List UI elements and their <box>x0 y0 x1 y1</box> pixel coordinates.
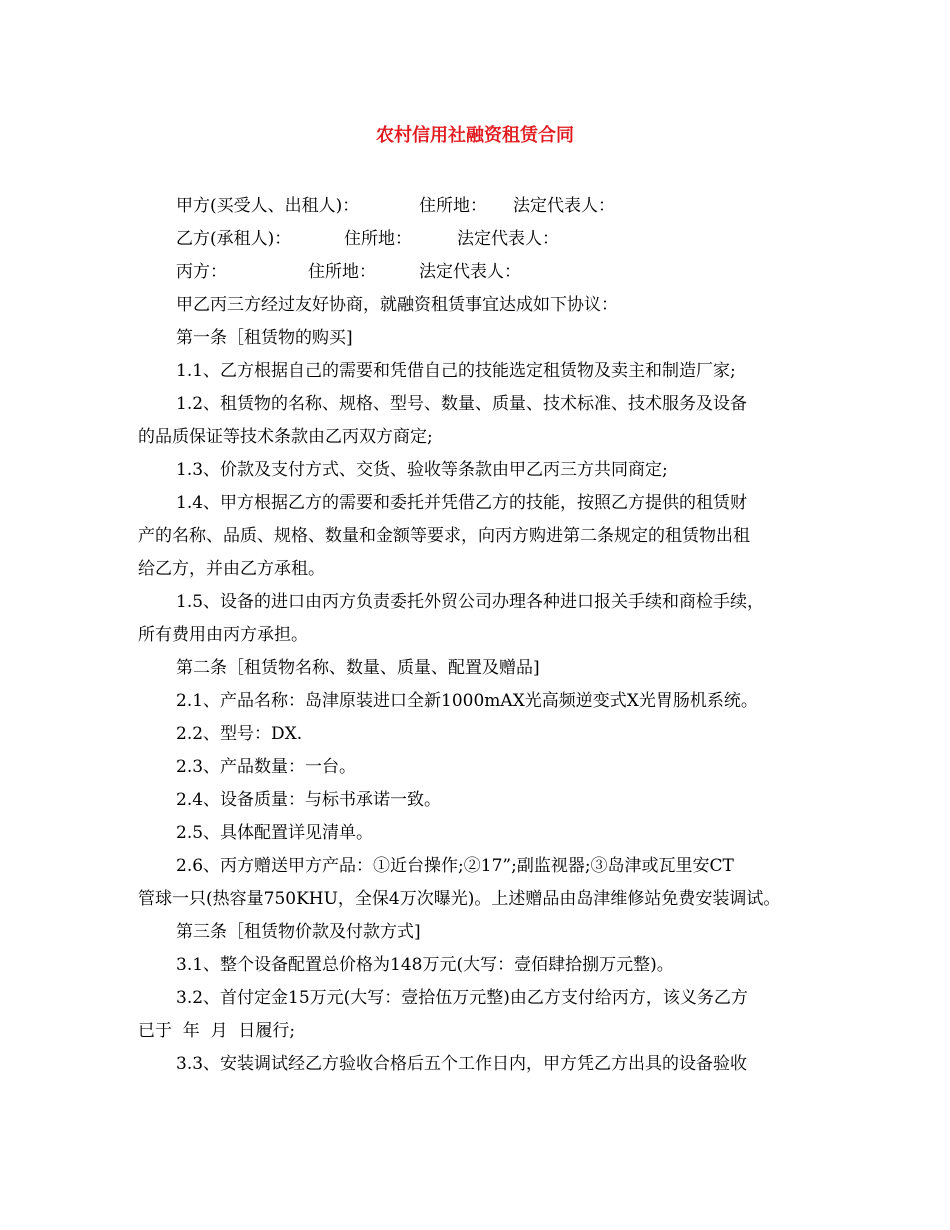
clause-line: 2.2、型号：DX. <box>176 724 303 744</box>
clause-continuation-line: 所有费用由丙方承担。 <box>138 625 308 645</box>
preamble-line: 甲乙丙三方经过友好协商，就融资租赁事宜达成如下协议： <box>176 295 618 315</box>
party-c-name: 丙方： <box>176 262 227 282</box>
party-a-rep-label: 法定代表人： <box>513 196 615 216</box>
party-b-name: 乙方(承租人)： <box>176 229 292 249</box>
clause-continuation-line: 的品质保证等技术条款由乙丙双方商定; <box>138 427 433 447</box>
party-b-rep-label: 法定代表人： <box>457 229 559 249</box>
clause-line: 1.3、价款及支付方式、交货、验收等条款由甲乙丙三方共同商定; <box>176 460 668 480</box>
clause-line: 3.1、整个设备配置总价格为148万元(大写：壹佰肆拾捌万元整)。 <box>176 955 674 975</box>
clause-line: 1.2、租赁物的名称、规格、型号、数量、质量、技术标准、技术服务及设备 <box>176 394 748 414</box>
clause-line: 3.2、首付定金15万元(大写：壹拾伍万元整)由乙方支付给丙方，该义务乙方 <box>176 988 748 1008</box>
clause-line: 2.3、产品数量：一台。 <box>176 757 357 777</box>
party-a-name: 甲方(买受人、出租人)： <box>176 196 360 216</box>
clause-line: 1.1、乙方根据自己的需要和凭借自己的技能选定租赁物及卖主和制造厂家; <box>176 361 736 381</box>
clause-continuation-line: 已于 年 月 日履行; <box>138 1021 296 1041</box>
article-heading: 第三条［租赁物价款及付款方式] <box>176 922 421 942</box>
clause-line: 2.5、具体配置详见清单。 <box>176 823 374 843</box>
party-c-address-label: 住所地： <box>308 262 376 282</box>
clause-line: 1.4、甲方根据乙方的需要和委托并凭借乙方的技能，按照乙方提供的租赁财 <box>176 493 748 513</box>
clause-continuation-line: 管球一只(热容量750KHU，全保4万次曝光)。上述赠品由岛津维修站免费安装调试。 <box>138 889 781 909</box>
article-heading: 第一条［租赁物的购买] <box>176 328 353 348</box>
clause-line: 3.3、安装调试经乙方验收合格后五个工作日内，甲方凭乙方出具的设备验收 <box>176 1054 748 1074</box>
party-c-rep-label: 法定代表人： <box>419 262 521 282</box>
party-a-address-label: 住所地： <box>419 196 487 216</box>
article-heading: 第二条［租赁物名称、数量、质量、配置及赠品] <box>176 658 540 678</box>
contract-body <box>138 190 828 1081</box>
clause-continuation-line: 产的名称、品质、规格、数量和金额等要求，向丙方购进第二条规定的租赁物出租 <box>138 526 750 546</box>
party-b-line <box>138 223 828 256</box>
clause-line: 2.6、丙方赠送甲方产品：①近台操作;②17”;副监视器;③岛津或瓦里安CT <box>176 856 734 876</box>
party-c-line <box>138 256 828 289</box>
document-title: 农村信用社融资租赁合同 <box>376 125 574 146</box>
clause-line: 2.4、设备质量：与标书承诺一致。 <box>176 790 442 810</box>
party-a-line <box>138 190 828 223</box>
clause-line: 2.1、产品名称：岛津原装进口全新1000mAX光高频逆变式X光胃肠机系统。 <box>176 691 758 711</box>
clause-line: 1.5、设备的进口由丙方负责委托外贸公司办理各种进口报关手续和商检手续， <box>176 592 765 612</box>
party-b-address-label: 住所地： <box>344 229 412 249</box>
clause-continuation-line: 给乙方，并由乙方承租。 <box>138 559 325 579</box>
